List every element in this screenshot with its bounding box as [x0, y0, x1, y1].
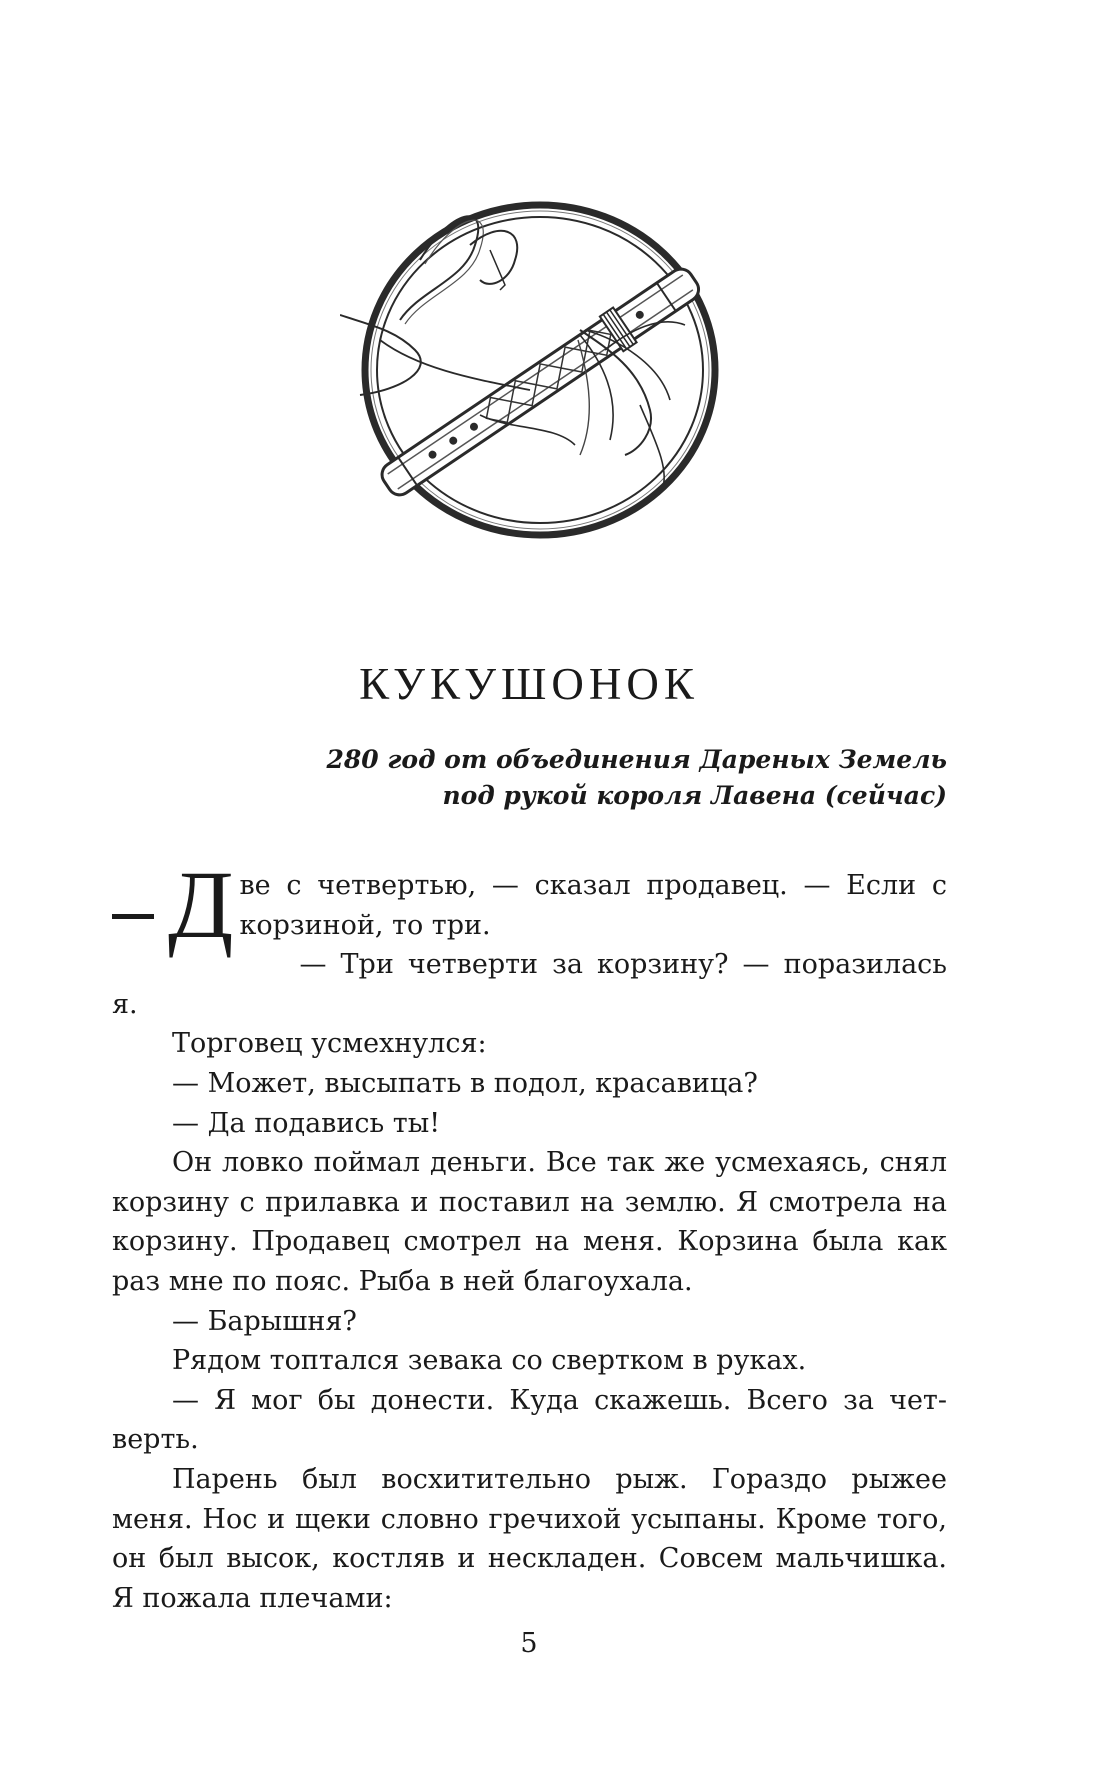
dropcap-letter: Д [168, 851, 234, 958]
epigraph-line: под рукой короля Лавена (сейчас) [442, 781, 947, 810]
paragraph [112, 851, 947, 958]
paragraph: — Я мог бы донести. Куда скажешь. Всего за четверть. [112, 1384, 947, 1456]
paragraph: Торговец усмехнулся: [172, 1028, 487, 1060]
ring-and-flute-illustration-icon [340, 190, 740, 570]
chapter-illustration [340, 190, 740, 570]
paragraph: — Три четверти за корзину? — поразилась я. [112, 949, 947, 1020]
dropcap-dash [112, 914, 154, 919]
paragraph: — Барышня? [172, 1305, 357, 1337]
page-number: 5 [520, 1628, 538, 1659]
epigraph-line: 280 год от объединения Дареных Земель [326, 745, 947, 774]
body-text [112, 851, 947, 1618]
paragraph: Парень был восхитительно рыж. Гораздо рыжее меня. Нос и щеки словно гречихой усыпаны. Кроме того, он был высок, костляв и нескладен. Совсем мальчишка. Я пожала плечами: [112, 1463, 947, 1614]
chapter-epigraph [326, 742, 947, 814]
paragraph: Рядом топтался зевака со свертком в руках. [172, 1345, 807, 1377]
paragraph: — Да подавись ты! [172, 1107, 441, 1139]
paragraph-text: ве с четвертью, — сказал продавец. — Если с корзиной, то три. [239, 870, 947, 941]
paragraph: Он ловко поймал деньги. Все так же усмехаясь, снял корзину с прилавка и поставил на землю. Я смотрела на корзину. Продавец смотрел на меня. Корзина была как раз мне по пояс. Рыба в ней благоухала. [112, 1147, 947, 1297]
chapter-title: КУКУШОНОК [359, 659, 699, 709]
paragraph: — Может, высыпать в подол, красавица? [172, 1067, 758, 1099]
